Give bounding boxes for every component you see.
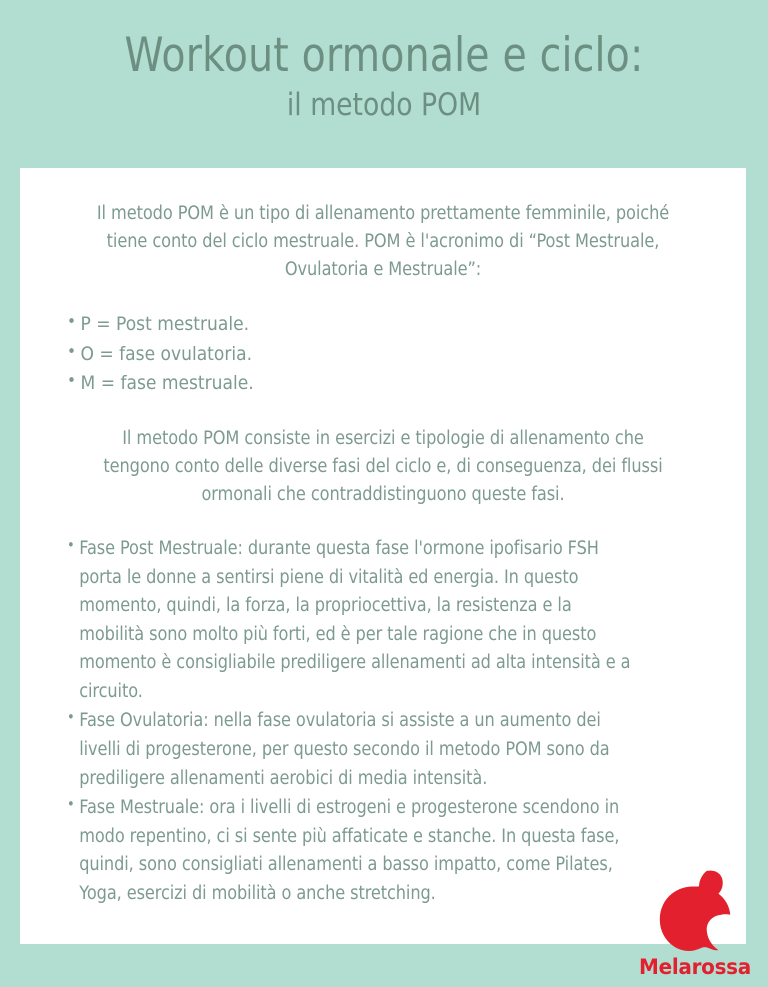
- list-item: • Fase Ovulatoria: nella fase ovulatoria si assiste a un aumento dei livelli di progesterone, per questo secondo il metodo POM sono da prediligere allenamenti aerobici di media intensità.: [67, 707, 635, 793]
- header: [0, 0, 768, 168]
- list-item: • Fase Post Mestruale: durante questa fase l'ormone ipofisario FSH porta le donne a sentirsi piene di vitalità ed energia. In questo momento, quindi, la forza, la propriocettiva, la resistenza e la mobilità sono molto più forti, ed è per tale ragione che in questo momento è consigliabile prediligere allenamenti ad alta intensità e a circuito.: [67, 535, 635, 706]
- logo-wordmark: Melarossa: [639, 955, 751, 979]
- phase-list: [48, 535, 718, 909]
- list-item: • Fase Mestruale: ora i livelli di estrogeni e progesterone scendono in modo repentino, ci si sente più affaticate e stanche. In questa fase, quindi, sono consigliati allenamenti a basso impatto, come Pilates, Yoga, esercizi di mobilità o anche stretching.: [67, 794, 635, 908]
- page-subtitle: il metodo POM: [286, 86, 482, 123]
- list-item: • M = fase mestruale.: [67, 369, 653, 398]
- content-card-inner: [20, 168, 746, 944]
- apple-icon: [636, 867, 754, 953]
- acronym-list: [48, 310, 718, 398]
- page-title: Workout ormonale e ciclo:: [124, 28, 644, 83]
- intro-paragraph: Il metodo POM è un tipo di allenamento prettamente femminile, poiché tiene conto del ciclo mestruale. POM è l'acronimo di “Post Mestruale, Ovulatoria e Mestruale”:: [96, 203, 670, 281]
- list-item: • P = Post mestruale.: [67, 310, 653, 339]
- melarossa-logo: [636, 867, 754, 979]
- mid-paragraph: Il metodo POM consiste in esercizi e tipologie di allenamento che tengono conto delle diverse fasi del ciclo e, di conseguenza, dei flussi ormonali che contraddistinguono queste fasi.: [103, 427, 663, 505]
- list-item: • O = fase ovulatoria.: [67, 340, 653, 369]
- content-card: [20, 168, 746, 944]
